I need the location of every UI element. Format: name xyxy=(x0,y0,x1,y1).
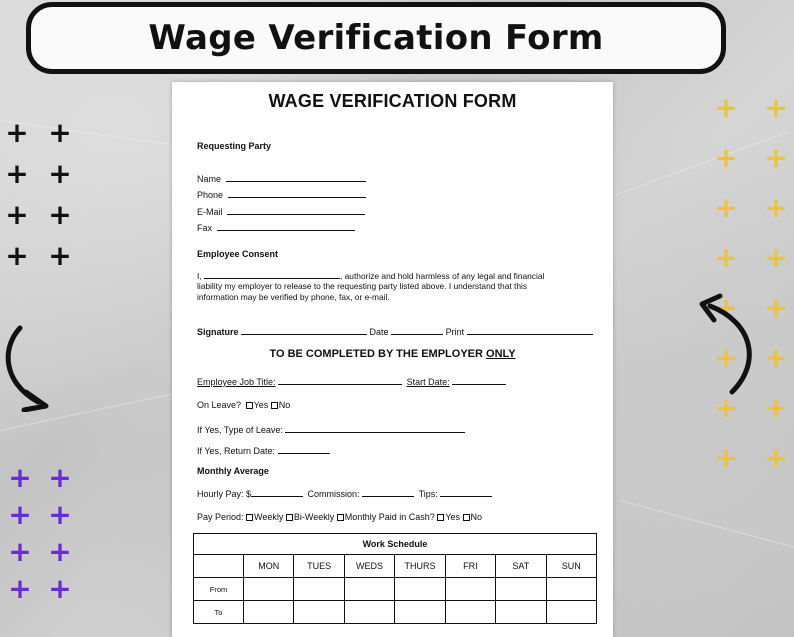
curved-arrow-icon xyxy=(696,292,760,398)
employer-title-only: ONLY xyxy=(486,348,516,360)
work-schedule-table xyxy=(193,533,597,624)
monthly-paid-cash-label: Monthly Paid in Cash? xyxy=(344,512,435,522)
fax-label: Fax xyxy=(197,223,213,233)
schedule-cell[interactable] xyxy=(445,601,495,624)
plus-icon: + xyxy=(5,198,29,231)
type-of-leave-row xyxy=(197,424,465,435)
paper-crease xyxy=(600,132,788,201)
tips-line[interactable] xyxy=(440,488,492,497)
signature-line[interactable] xyxy=(241,326,367,335)
paper-crease xyxy=(620,500,794,548)
plus-icon: + xyxy=(764,441,788,474)
job-title-row xyxy=(197,376,506,387)
on-leave-yes-label: Yes xyxy=(253,400,269,410)
from-label: From xyxy=(194,578,244,601)
weekly-label: Weekly xyxy=(254,512,284,522)
on-leave-no-label: No xyxy=(278,400,291,410)
plus-icon: + xyxy=(714,91,738,124)
plus-icon: + xyxy=(5,239,29,272)
curved-arrow-icon xyxy=(0,322,60,412)
from-row xyxy=(194,578,597,601)
schedule-cell[interactable] xyxy=(344,601,394,624)
plus-icon: + xyxy=(48,572,72,605)
phone-line[interactable] xyxy=(228,189,366,198)
commission-line[interactable] xyxy=(362,488,414,497)
print-line[interactable] xyxy=(467,326,593,335)
plus-icon: + xyxy=(714,141,738,174)
pay-period-row xyxy=(197,512,482,522)
date-label: Date xyxy=(369,327,389,337)
name-line[interactable] xyxy=(226,173,366,182)
corner-cell xyxy=(194,555,244,578)
work-schedule-title: Work Schedule xyxy=(194,534,597,555)
title-banner xyxy=(26,2,726,74)
fax-field[interactable] xyxy=(197,222,355,233)
plus-icon: + xyxy=(714,241,738,274)
consent-prefix: I, xyxy=(197,271,202,281)
day-header: SAT xyxy=(496,555,546,578)
banner-title: Wage Verification Form xyxy=(148,18,604,58)
day-header: MON xyxy=(244,555,294,578)
commission-label: Commission: xyxy=(307,489,360,499)
hourly-pay-line[interactable] xyxy=(251,488,303,497)
plus-icon: + xyxy=(8,572,32,605)
schedule-cell[interactable] xyxy=(546,578,596,601)
to-label: To xyxy=(194,601,244,624)
day-header: THURS xyxy=(395,555,445,578)
cash-yes-label: Yes xyxy=(445,512,461,522)
type-of-leave-line[interactable] xyxy=(285,424,465,433)
plus-icon: + xyxy=(48,198,72,231)
plus-icon: + xyxy=(8,498,32,531)
start-date-label: Start Date: xyxy=(406,377,450,387)
phone-label: Phone xyxy=(197,190,224,200)
email-line[interactable] xyxy=(227,206,365,215)
start-date-line[interactable] xyxy=(452,376,506,385)
plus-icon: + xyxy=(764,91,788,124)
email-label: E-Mail xyxy=(197,207,223,217)
employee-consent-heading: Employee Consent xyxy=(197,249,279,259)
plus-icon: + xyxy=(48,535,72,568)
bi-weekly-checkbox[interactable] xyxy=(286,514,293,521)
consent-paragraph xyxy=(197,271,592,302)
bi-weekly-label: Bi-Weekly xyxy=(293,512,335,522)
name-label: Name xyxy=(197,174,222,184)
plus-icon: + xyxy=(48,461,72,494)
schedule-cell[interactable] xyxy=(445,578,495,601)
plus-icon: + xyxy=(5,116,29,149)
schedule-cell[interactable] xyxy=(344,578,394,601)
plus-icon: + xyxy=(764,291,788,324)
schedule-cell[interactable] xyxy=(496,578,546,601)
pay-period-label: Pay Period: xyxy=(197,512,244,522)
to-row xyxy=(194,601,597,624)
plus-icon: + xyxy=(764,191,788,224)
on-leave-yes-checkbox[interactable] xyxy=(246,402,253,409)
plus-icon: + xyxy=(48,498,72,531)
tips-label: Tips: xyxy=(418,489,438,499)
monthly-average-heading: Monthly Average xyxy=(197,466,269,476)
weekly-checkbox[interactable] xyxy=(246,514,253,521)
consent-name-line[interactable] xyxy=(204,271,340,279)
plus-icon: + xyxy=(764,341,788,374)
job-title-line[interactable] xyxy=(278,376,402,385)
consent-line3: information may be verified by phone, fax, or e-mail. xyxy=(197,291,390,302)
day-header-row xyxy=(194,555,597,578)
plus-icon: + xyxy=(714,391,738,424)
name-field[interactable] xyxy=(197,173,366,184)
signature-row xyxy=(197,326,593,337)
schedule-cell[interactable] xyxy=(395,601,445,624)
cash-yes-checkbox[interactable] xyxy=(437,514,444,521)
consent-line1: , authorize and hold harmless of any legal and financial xyxy=(339,271,545,281)
cash-no-checkbox[interactable] xyxy=(463,514,470,521)
plus-icon: + xyxy=(714,291,738,324)
plus-icon: + xyxy=(48,239,72,272)
monthly-checkbox[interactable] xyxy=(337,514,344,521)
day-header: SUN xyxy=(546,555,596,578)
return-date-label: If Yes, Return Date: xyxy=(197,446,276,456)
plus-icon: + xyxy=(8,535,32,568)
employer-section-title xyxy=(172,348,613,360)
day-header: WEDS xyxy=(344,555,394,578)
form-page xyxy=(172,82,613,637)
day-header: FRI xyxy=(445,555,495,578)
on-leave-row xyxy=(197,400,290,410)
type-of-leave-label: If Yes, Type of Leave: xyxy=(197,425,283,435)
email-field[interactable] xyxy=(197,206,365,217)
plus-icon: + xyxy=(48,116,72,149)
employer-title-text: TO BE COMPLETED BY THE EMPLOYER xyxy=(269,348,483,360)
plus-icon: + xyxy=(764,241,788,274)
plus-icon: + xyxy=(8,461,32,494)
print-label: Print xyxy=(445,327,465,337)
schedule-cell[interactable] xyxy=(496,601,546,624)
requesting-party-heading: Requesting Party xyxy=(197,141,272,151)
schedule-cell[interactable] xyxy=(244,578,294,601)
return-date-row xyxy=(197,445,330,456)
schedule-cell[interactable] xyxy=(395,578,445,601)
on-leave-no-checkbox[interactable] xyxy=(271,402,278,409)
form-title: WAGE VERIFICATION FORM xyxy=(268,91,517,111)
pay-row xyxy=(197,488,492,499)
fax-line[interactable] xyxy=(217,222,355,231)
signature-label: Signature xyxy=(197,327,239,337)
plus-icon: + xyxy=(714,341,738,374)
on-leave-label: On Leave? xyxy=(197,400,242,410)
schedule-cell[interactable] xyxy=(546,601,596,624)
plus-icon: + xyxy=(714,191,738,224)
plus-icon: + xyxy=(764,141,788,174)
schedule-cell[interactable] xyxy=(294,601,344,624)
plus-icon: + xyxy=(48,157,72,190)
plus-icon: + xyxy=(714,441,738,474)
schedule-cell[interactable] xyxy=(244,601,294,624)
phone-field[interactable] xyxy=(197,189,366,200)
job-title-label: Employee Job Title: xyxy=(197,377,276,387)
hourly-pay-label: Hourly Pay: $ xyxy=(197,489,252,499)
cash-no-label: No xyxy=(470,512,483,522)
consent-line2: liability my employer to release to the requesting party listed above. I understand that this xyxy=(197,281,528,292)
plus-icon: + xyxy=(5,157,29,190)
plus-icon: + xyxy=(764,391,788,424)
day-header: TUES xyxy=(294,555,344,578)
date-line[interactable] xyxy=(391,326,443,335)
return-date-line[interactable] xyxy=(278,445,330,454)
schedule-cell[interactable] xyxy=(294,578,344,601)
